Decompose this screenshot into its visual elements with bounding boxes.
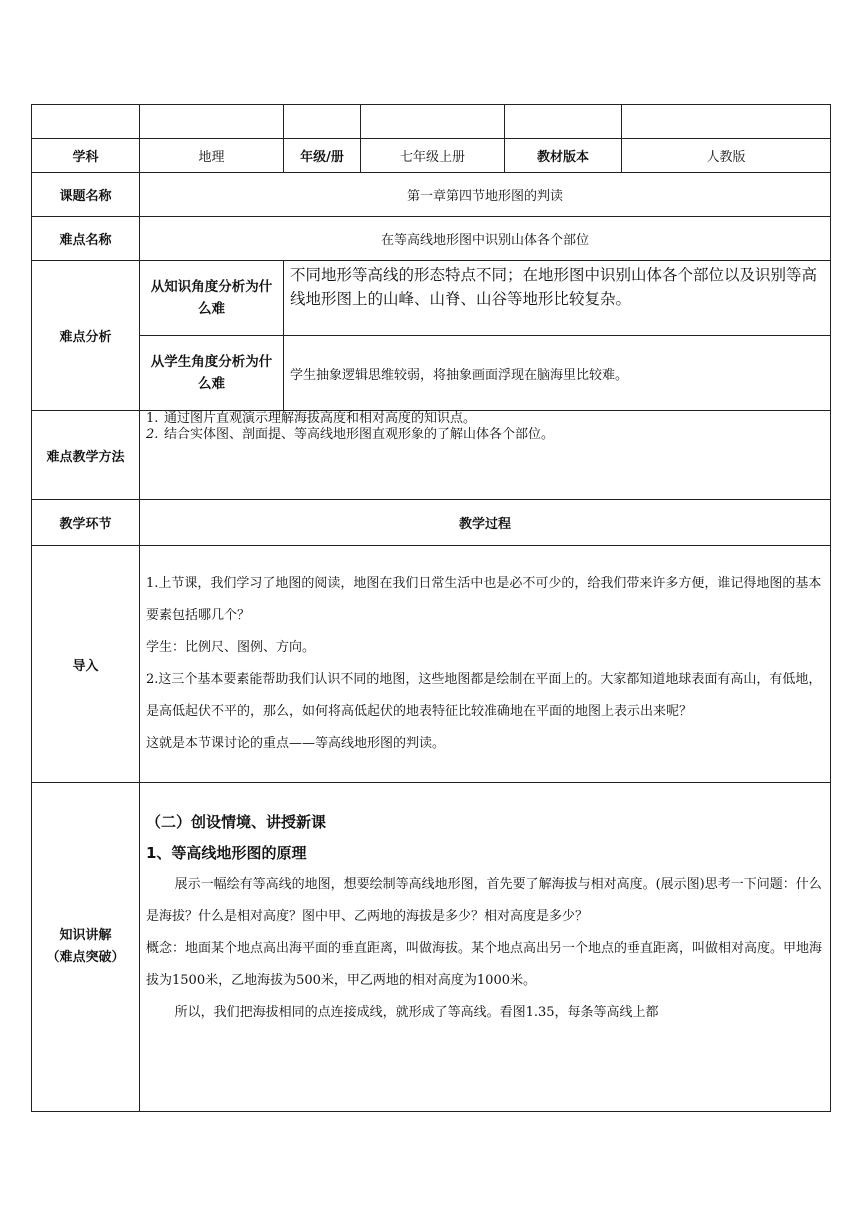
method-item	[146, 411, 824, 427]
grade-value: 七年级上册	[361, 139, 505, 173]
section-heading: （二）创设情境、讲授新课	[146, 813, 327, 831]
difficulty-value: 在等高线地形图中识别山体各个部位	[140, 217, 831, 261]
difficulty-label: 难点名称	[32, 217, 140, 261]
method-label: 难点教学方法	[32, 411, 140, 500]
lecture-label-line1: 知识讲解	[59, 928, 112, 943]
intro-content	[140, 546, 831, 783]
header-row	[32, 139, 831, 173]
edition-label: 教材版本	[505, 139, 622, 173]
process-header-row	[32, 500, 831, 546]
intro-row	[32, 546, 831, 783]
intro-label: 导入	[32, 546, 140, 783]
method-item-number: 1.	[146, 411, 159, 426]
student-analysis-text: 学生抽象逻辑思维较弱，将抽象画面浮现在脑海里比较难。	[284, 336, 831, 411]
lecture-content	[140, 783, 831, 1112]
intro-paragraph: 1.上节课，我们学习了地图的阅读，地图在我们日常生活中也是必不可少的，给我们带来许多方便，谁记得地图的基本要素包括哪几个？	[146, 576, 822, 623]
stage-label: 教学环节	[32, 500, 140, 546]
process-label: 教学过程	[140, 500, 831, 546]
blank-top-row	[32, 105, 831, 139]
lecture-label	[32, 783, 140, 1112]
intro-paragraph: 学生：比例尺、图例、方向。	[146, 640, 316, 655]
method-item-number: 2.	[146, 427, 159, 442]
knowledge-analysis-text: 不同地形等高线的形态特点不同；在地形图中识别山体各个部位以及识别等高线地形图上的山峰、山脊、山谷等地形比较复杂。	[284, 261, 831, 336]
subject-label: 学科	[32, 139, 140, 173]
intro-paragraph: 2.这三个基本要素能帮助我们认识不同的地图，这些地图都是绘制在平面上的。大家都知道地球表面有高山，有低地，是高低起伏不平的，那么，如何将高低起伏的地表特征比较准确地在平面的地图上表示出来呢？	[146, 672, 822, 719]
intro-paragraph: 这就是本节课讨论的重点——等高线地形图的判读。	[146, 736, 446, 751]
lecture-paragraph: 所以，我们把海拔相同的点连接成线，就形成了等高线。看图1.35，每条等高线上都	[174, 1005, 659, 1020]
method-row	[32, 411, 831, 500]
lecture-paragraph: 展示一幅绘有等高线的地图，想要绘制等高线地形图，首先要了解海拔与相对高度。(展示图)思考一下问题：什么是海拔？什么是相对高度？图中甲、乙两地的海拔是多少？相对高度是多少？	[146, 877, 822, 924]
lecture-row	[32, 783, 831, 1112]
topic-label: 课题名称	[32, 173, 140, 217]
subject-value: 地理	[140, 139, 284, 173]
analysis-label: 难点分析	[32, 261, 140, 411]
edition-value: 人教版	[622, 139, 831, 173]
topic-row	[32, 173, 831, 217]
lecture-label-line2: （难点突破）	[46, 950, 125, 965]
difficulty-row	[32, 217, 831, 261]
method-item	[146, 427, 824, 443]
lesson-plan-table	[31, 104, 831, 1112]
student-analysis-label: 从学生角度分析为什么难	[140, 336, 284, 411]
lecture-paragraph: 概念：地面某个地点高出海平面的垂直距离，叫做海拔。某个地点高出另一个地点的垂直距离，叫做相对高度。甲地海拔为1500米，乙地海拔为500米，甲乙两地的相对高度为1000米。	[146, 941, 823, 988]
knowledge-analysis-label: 从知识角度分析为什么难	[140, 261, 284, 336]
method-item-text: 通过图片直观演示理解海拔高度和相对高度的知识点。	[164, 411, 477, 426]
analysis-row-knowledge	[32, 261, 831, 336]
subsection-heading: 1、等高线地形图的原理	[146, 844, 307, 862]
grade-label: 年级/册	[284, 139, 361, 173]
method-list	[140, 411, 831, 500]
method-item-text: 结合实体图、剖面提、等高线地形图直观形象的了解山体各个部位。	[164, 427, 555, 442]
topic-value: 第一章第四节地形图的判读	[140, 173, 831, 217]
analysis-row-student	[32, 336, 831, 411]
